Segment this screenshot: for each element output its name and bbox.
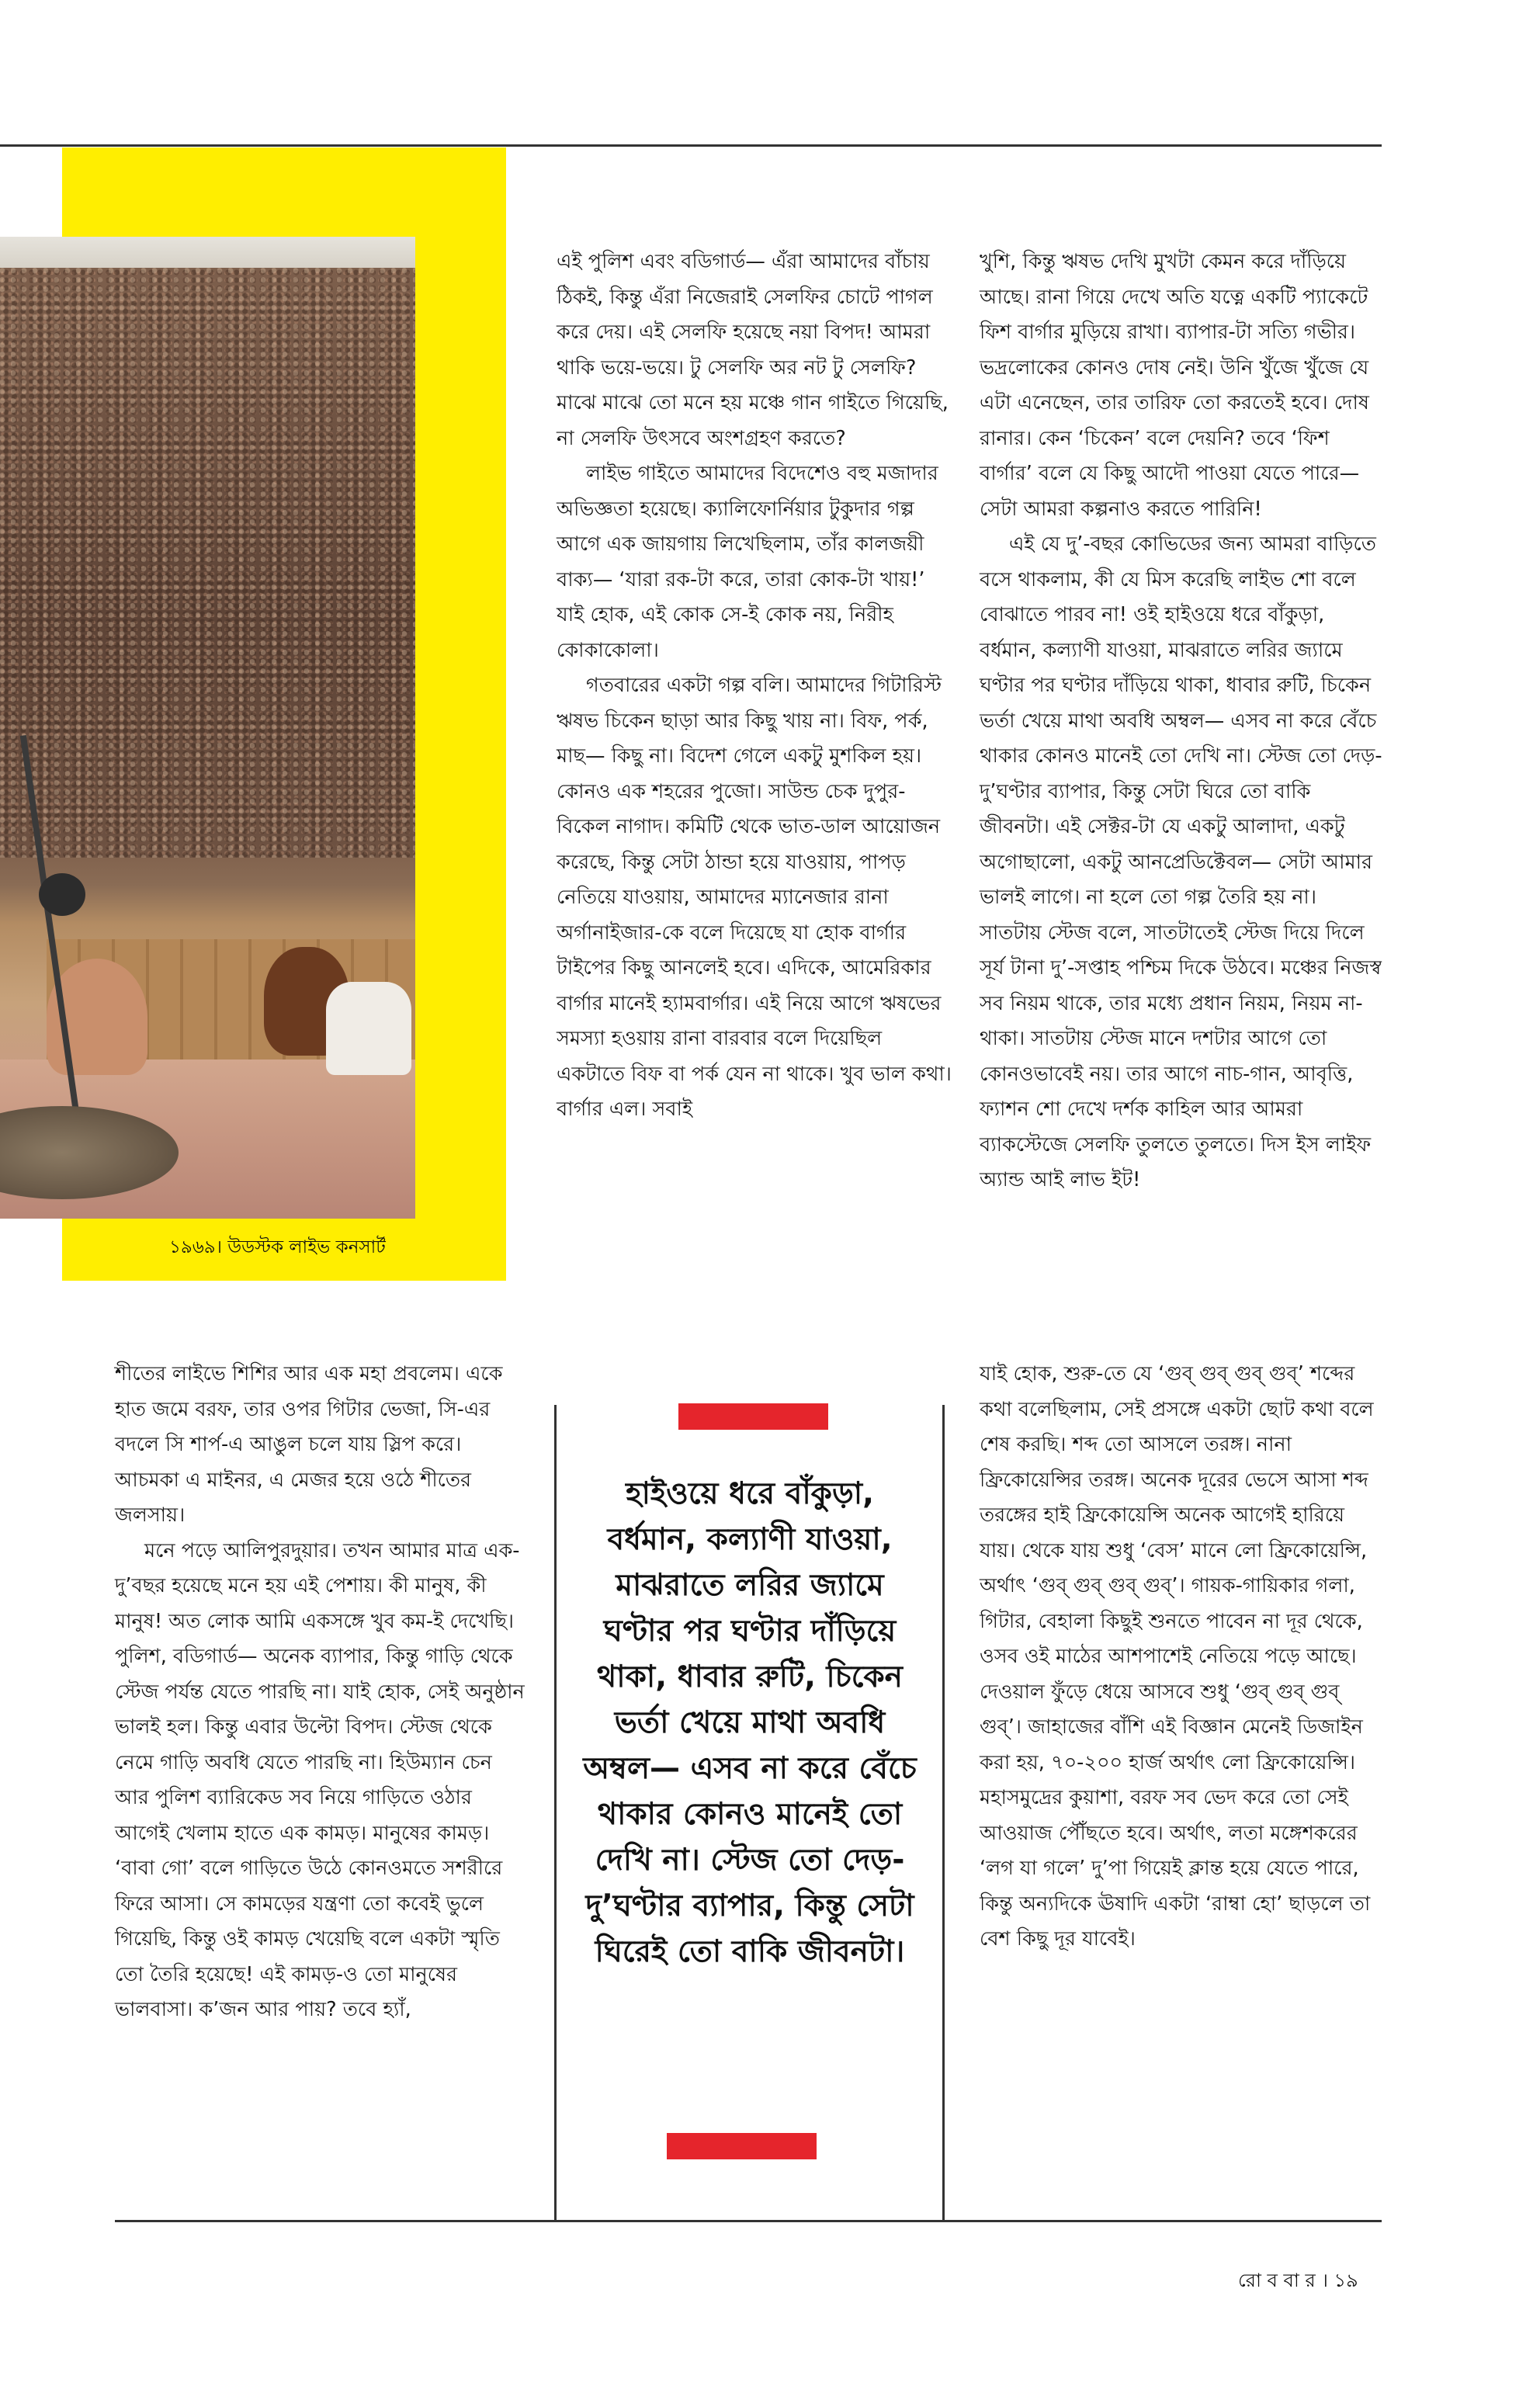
- pullquote-top-bar: [678, 1403, 828, 1430]
- page-number: ১৯: [1334, 2270, 1358, 2291]
- pullquote-bottom-bar: [667, 2133, 817, 2159]
- page-footer: [1238, 2266, 1358, 2298]
- paragraph: লাইভ গাইতে আমাদের বিদেশেও বহু মজাদার অভিজ্ঞতা হয়েছে। ক্যালিফোর্নিয়ার টুকুদার গল্প আগে এক জায়গায় লিখেছিলাম, তাঁর কালজয়ী বাক্য— ‘যারা রক-টা করে, তারা কোক-টা খায়!’ যাই হোক, এই কোক সে-ই কোক নয়, নিরীহ কোকাকোলা।: [557, 462, 938, 662]
- bottom-rule: [115, 2220, 1382, 2222]
- pullquote: হাইওয়ে ধরে বাঁকুড়া, বর্ধমান, কল্যাণী যাওয়া, মাঝরাতে লরির জ্যামে ঘণ্টার পর ঘণ্টার দাঁড়িয়ে থাকা, ধাবার রুটি, চিকেন ভর্তা খেয়ে মাথা অবধি অম্বল— এসব না করে বেঁচে থাকার কোনও মানেই তো দেখি না। স্টেজ তো দেড়-দু’ঘণ্টার ব্যাপার, কিন্তু সেটা ঘিরেই তো বাকি জীবনটা।: [583, 1476, 917, 1969]
- paragraph: এই পুলিশ এবং বডিগার্ড— এঁরা আমাদের বাঁচায় ঠিকই, কিন্তু এঁরা নিজেরাই সেলফির চোটে পাগল করে দেয়। এই সেলফি হয়েছে নয়া বিপদ! আমরা থাকি ভয়ে-ভয়ে। টু সেলফি অর নট টু সেলফি? মাঝে মাঝে তো মনে হয় মঞ্চে গান গাইতে গিয়েছি, না সেলফি উৎসবে অংশগ্রহণ করতে?: [557, 250, 949, 450]
- paragraph: যাই হোক, শুরু-তে যে ‘গুব্ গুব্ গুব্ গুব্’ শব্দের কথা বলেছিলাম, সেই প্রসঙ্গে একটা ছোট কথা বলে শেষ করছি। শব্দ তো আসলে তরঙ্গ। নানা ফ্রিকোয়েন্সির তরঙ্গ। অনেক দূরের ভেসে আসা শব্দ তরঙ্গের হাই ফ্রিকোয়েন্সি অনেক আগেই হারিয়ে যায়। থেকে যায় শুধু ‘বেস’ মানে লো ফ্রিকোয়েন্সি, অর্থাৎ ‘গুব্ গুব্ গুব্ গুব্’। গায়ক-গায়িকার গলা, গিটার, বেহালা কিছুই শুনতে পাবেন না দূর থেকে, ওসব ওই মাঠের আশপাশেই নেতিয়ে পড়ে আছে। দেওয়াল ফুঁড়ে ধেয়ে আসবে শুধু ‘গুব্ গুব্ গুব্ গুব্’। জাহাজের বাঁশি এই বিজ্ঞান মেনেই ডিজাইন করা হয়, ৭০-২০০ হার্জ অর্থাৎ লো ফ্রিকোয়েন্সি। মহাসমুদ্রের কুয়াশা, বরফ সব ভেদ করে তো সেই আওয়াজ পৌঁছতে হবে। অর্থাৎ, লতা মঙ্গেশকরের ‘লগ যা গলে’ দু’পা গিয়েই ক্লান্ত হয়ে যেতে পারে, কিন্তু অন্যদিকে ঊষাদি একটা ‘রাম্বা হো’ ছাড়লে তা বেশ কিছু দূর যাবেই।: [980, 1362, 1374, 1951]
- paragraph: গতবারের একটা গল্প বলি। আমাদের গিটারিস্ট ঋষভ চিকেন ছাড়া আর কিছু খায় না। বিফ, পর্ক, মাছ— কিছু না। বিদেশ গেলে একটু মুশকিল হয়। কোনও এক শহরের পুজো। সাউন্ড চেক দুপুর-বিকেল নাগাদ। কমিটি থেকে ভাত-ডাল আয়োজন করেছে, কিন্তু সেটা ঠান্ডা হয়ে যাওয়ায়, পাপড় নেতিয়ে যাওয়ায়, আমাদের ম্যানেজার রানা অর্গানাইজার-কে বলে দিয়েছে যা হোক বার্গার টাইপের কিছু আনলেই হবে। এদিকে, আমেরিকার বার্গার মানেই হ্যামবার্গার। এই নিয়ে আগে ঋষভের সমস্যা হওয়ায় রানা বারবার বলে দিয়েছিল একটাতে বিফ বা পর্ক যেন না থাকে। খুব ভাল কথা। বার্গার এল। সবাই: [557, 674, 952, 1121]
- magazine-name: রো ব বা র: [1238, 2270, 1316, 2291]
- woodstock-concert-photo: [0, 237, 415, 1219]
- article-column-3: [115, 1357, 526, 2028]
- article-column-1: [557, 245, 952, 1128]
- pullquote-left-rule: [554, 1405, 557, 2220]
- paragraph: এই যে দু’-বছর কোভিডের জন্য আমরা বাড়িতে বসে থাকলাম, কী যে মিস করেছি লাইভ শো বলে বোঝাতে পারব না! ওই হাইওয়ে ধরে বাঁকুড়া, বর্ধমান, কল্যাণী যাওয়া, মাঝরাতে লরির জ্যামে ঘণ্টার পর ঘণ্টার দাঁড়িয়ে থাকা, ধাবার রুটি, চিকেন ভর্তা খেয়ে মাথা অবধি অম্বল— এসব না করে বেঁচে থাকার কোনও মানেই তো দেখি না। স্টেজ তো দেড়-দু’ঘণ্টার ব্যাপার, কিন্তু সেটা ঘিরে তো বাকি জীবনটা। এই সেক্টর-টা যে একটু আলাদা, একটু অগোছালো, একটু আনপ্রেডিক্টেবল— সেটা আমার ভালই লাগে। না হলে তো গল্প তৈরি হয় না। সাতটায় স্টেজ বলে, সাতটাতেই স্টেজ দিয়ে দিলে সূর্য টানা দু’-সপ্তাহ পশ্চিম দিকে উঠবে। মঞ্চের নিজস্ব সব নিয়ম থাকে, তার মধ্যে প্রধান নিয়ম, নিয়ম না-থাকা। সাতটায় স্টেজ মানে দশটার আগে তো কোনওভাবেই নয়। তার আগে নাচ-গান, আবৃত্তি, ফ্যাশন শো দেখে দর্শক কাহিল আর আমরা ব্যাকস্টেজে সেলফি তুলতে তুলতে। দিস ইস লাইফ অ্যান্ড আই লাভ ইট!: [980, 532, 1382, 1191]
- paragraph: শীতের লাইভে শিশির আর এক মহা প্রবলেম। একে হাত জমে বরফ, তার ওপর গিটার ভেজা, সি-এর বদলে সি শার্প-এ আঙুল চলে যায় স্লিপ করে। আচমকা এ মাইনর, এ মেজর হয়ে ওঠে শীতের জলসায়।: [115, 1362, 503, 1527]
- top-rule: [0, 144, 1382, 147]
- footer-separator: ।: [1321, 2270, 1328, 2291]
- article-column-2: [980, 245, 1383, 1198]
- photo-microphone: [39, 873, 85, 916]
- photo-audience-shirt: [326, 982, 411, 1075]
- pullquote-right-rule: [942, 1405, 945, 2220]
- article-column-4: [980, 1357, 1383, 1958]
- photo-crowd: [0, 268, 415, 858]
- paragraph: মনে পড়ে আলিপুরদুয়ার। তখন আমার মাত্র এক-দু’বছর হয়েছে মনে হয় এই পেশায়। কী মানুষ, কী মানুষ! অত লোক আমি একসঙ্গে খুব কম-ই দেখেছি। পুলিশ, বডিগার্ড— অনেক ব্যাপার, কিন্তু গাড়ি থেকে স্টেজ পর্যন্ত যেতে পারছি না। যাই হোক, সেই অনুষ্ঠান ভালই হল। কিন্তু এবার উল্টো বিপদ। স্টেজ থেকে নেমে গাড়ি অবধি যেতে পারছি না। হিউম্যান চেন আর পুলিশ ব্যারিকেড সব নিয়ে গাড়িতে ওঠার আগেই খেলাম হাতে এক কামড়। মানুষের কামড়। ‘বাবা গো’ বলে গাড়িতে উঠে কোনওমতে সশরীরে ফিরে আসা। সে কামড়ের যন্ত্রণা তো কবেই ভুলে গিয়েছি, কিন্তু ওই কামড় খেয়েছি বলে একটা স্মৃতি তো তৈরি হয়েছে! এই কামড়-ও তো মানুষের ভালবাসা। ক’জন আর পায়? তবে হ্যাঁ,: [115, 1538, 525, 2021]
- paragraph: খুশি, কিন্তু ঋষভ দেখি মুখটা কেমন করে দাঁড়িয়ে আছে। রানা গিয়ে দেখে অতি যত্নে একটি প্যাকেটে ফিশ বার্গার মুড়িয়ে রাখা। ব্যাপার-টা সত্যি গভীর। ভদ্রলোকের কোনও দোষ নেই। উনি খুঁজে খুঁজে যে এটা এনেছেন, তার তারিফ তো করতেই হবে। দোষ রানার। কেন ‘চিকেন’ বলে দেয়নি? তবে ‘ফিশ বার্গার’ বলে যে কিছু আদৌ পাওয়া যেতে পারে— সেটা আমরা কল্পনাও করতে পারিনি!: [980, 250, 1369, 521]
- photo-caption: ১৯৬৯। উডস্টক লাইভ কনসার্ট: [169, 1237, 386, 1257]
